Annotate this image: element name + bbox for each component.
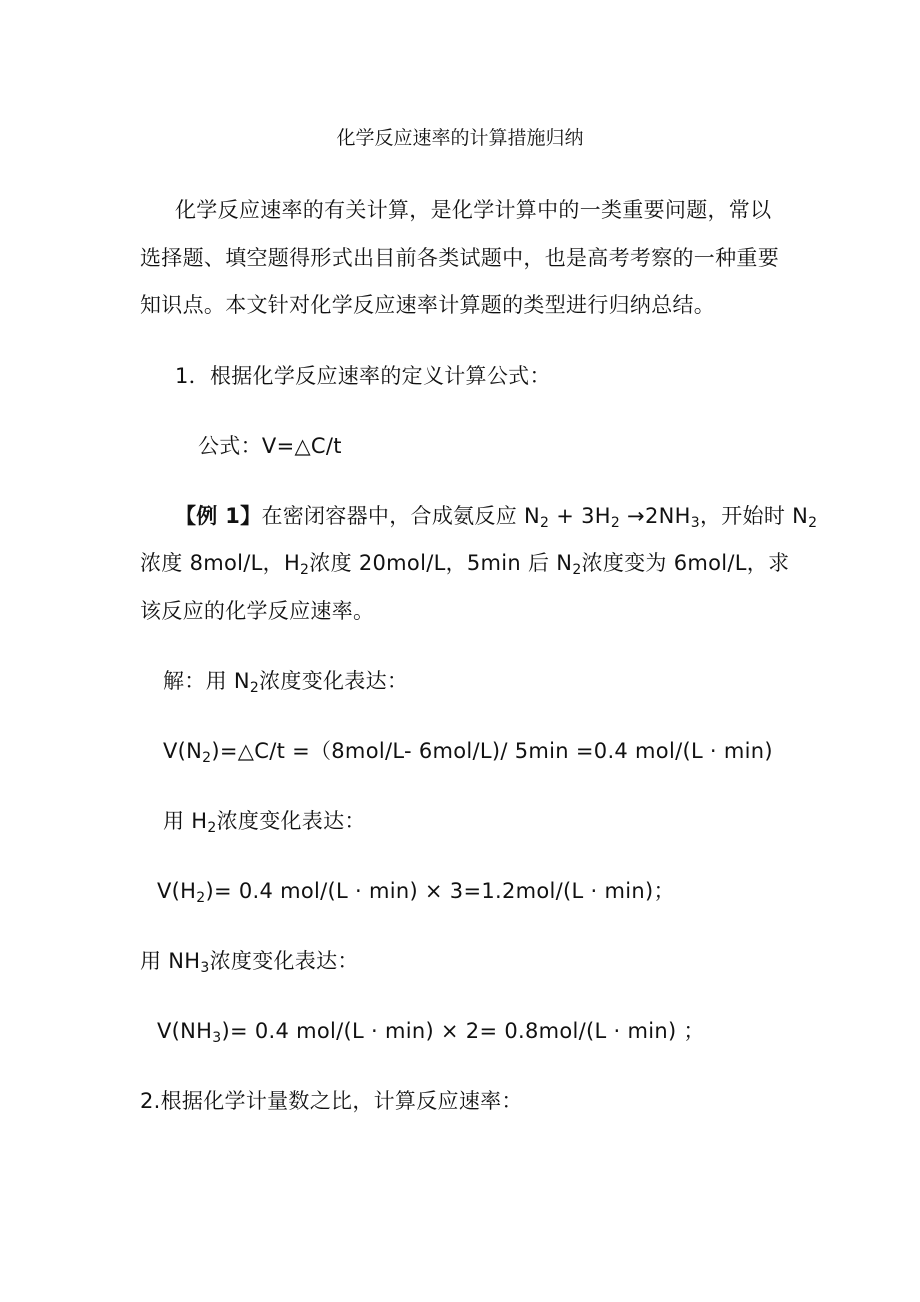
example-label: 【例 1】 bbox=[175, 504, 262, 528]
solution-intro: 解：用 $N_2$浓度变化表达： bbox=[163, 669, 409, 696]
example-1-line-2: 浓度 8mol/L，$H_2$浓度 20mol/L，5min 后 $N_2$浓度变为 6mol/L，求 bbox=[140, 551, 790, 578]
formula-line: 公式：V=△C/t bbox=[198, 434, 342, 458]
section-1-heading: 1．根据化学反应速率的定义计算公式： bbox=[175, 364, 551, 388]
intro-line-3: 知识点。本文针对化学反应速率计算题的类型进行归纳总结。 bbox=[140, 293, 716, 317]
solution-formula-n2: $V(N_2)=\triangle C/t =(8mol/L-$ 6mol/L)/ 5min =0.4 mol/(L · min) bbox=[163, 739, 773, 766]
solution-h2-heading: 用 $H_2$浓度变化表达： bbox=[163, 809, 366, 836]
intro-line-1: 化学反应速率的有关计算，是化学计算中的一类重要问题，常以 bbox=[175, 198, 772, 222]
document-title: 化学反应速率的计算措施归纳 bbox=[336, 127, 584, 149]
section-2-heading: 2.根据化学计量数之比，计算反应速率： bbox=[140, 1089, 523, 1113]
example-text: 在密闭容器中，合成氨反应 N bbox=[261, 504, 541, 528]
solution-nh3-heading: 用 $NH_3$浓度变化表达： bbox=[140, 949, 359, 976]
intro-line-2: 选择题、填空题得形式出目前各类试题中，也是高考考察的一种重要 bbox=[140, 246, 779, 270]
solution-formula-nh3: $V(NH_3)= 0.4$ mol/(L · min) × 2= 0.8mol/(L · min) ； bbox=[157, 1019, 705, 1046]
example-1-line-3: 该反应的化学反应速率。 bbox=[140, 599, 375, 623]
solution-formula-h2: $V(H_2)= 0.4$ mol/(L · min) × 3=1.2mol/(L · min)； bbox=[157, 879, 675, 906]
example-1-line-1: 【例 1】在密闭容器中，合成氨反应 $N_2 + 3H_2 \to 2NH_3$，开始时 $N_2$ bbox=[175, 504, 818, 531]
